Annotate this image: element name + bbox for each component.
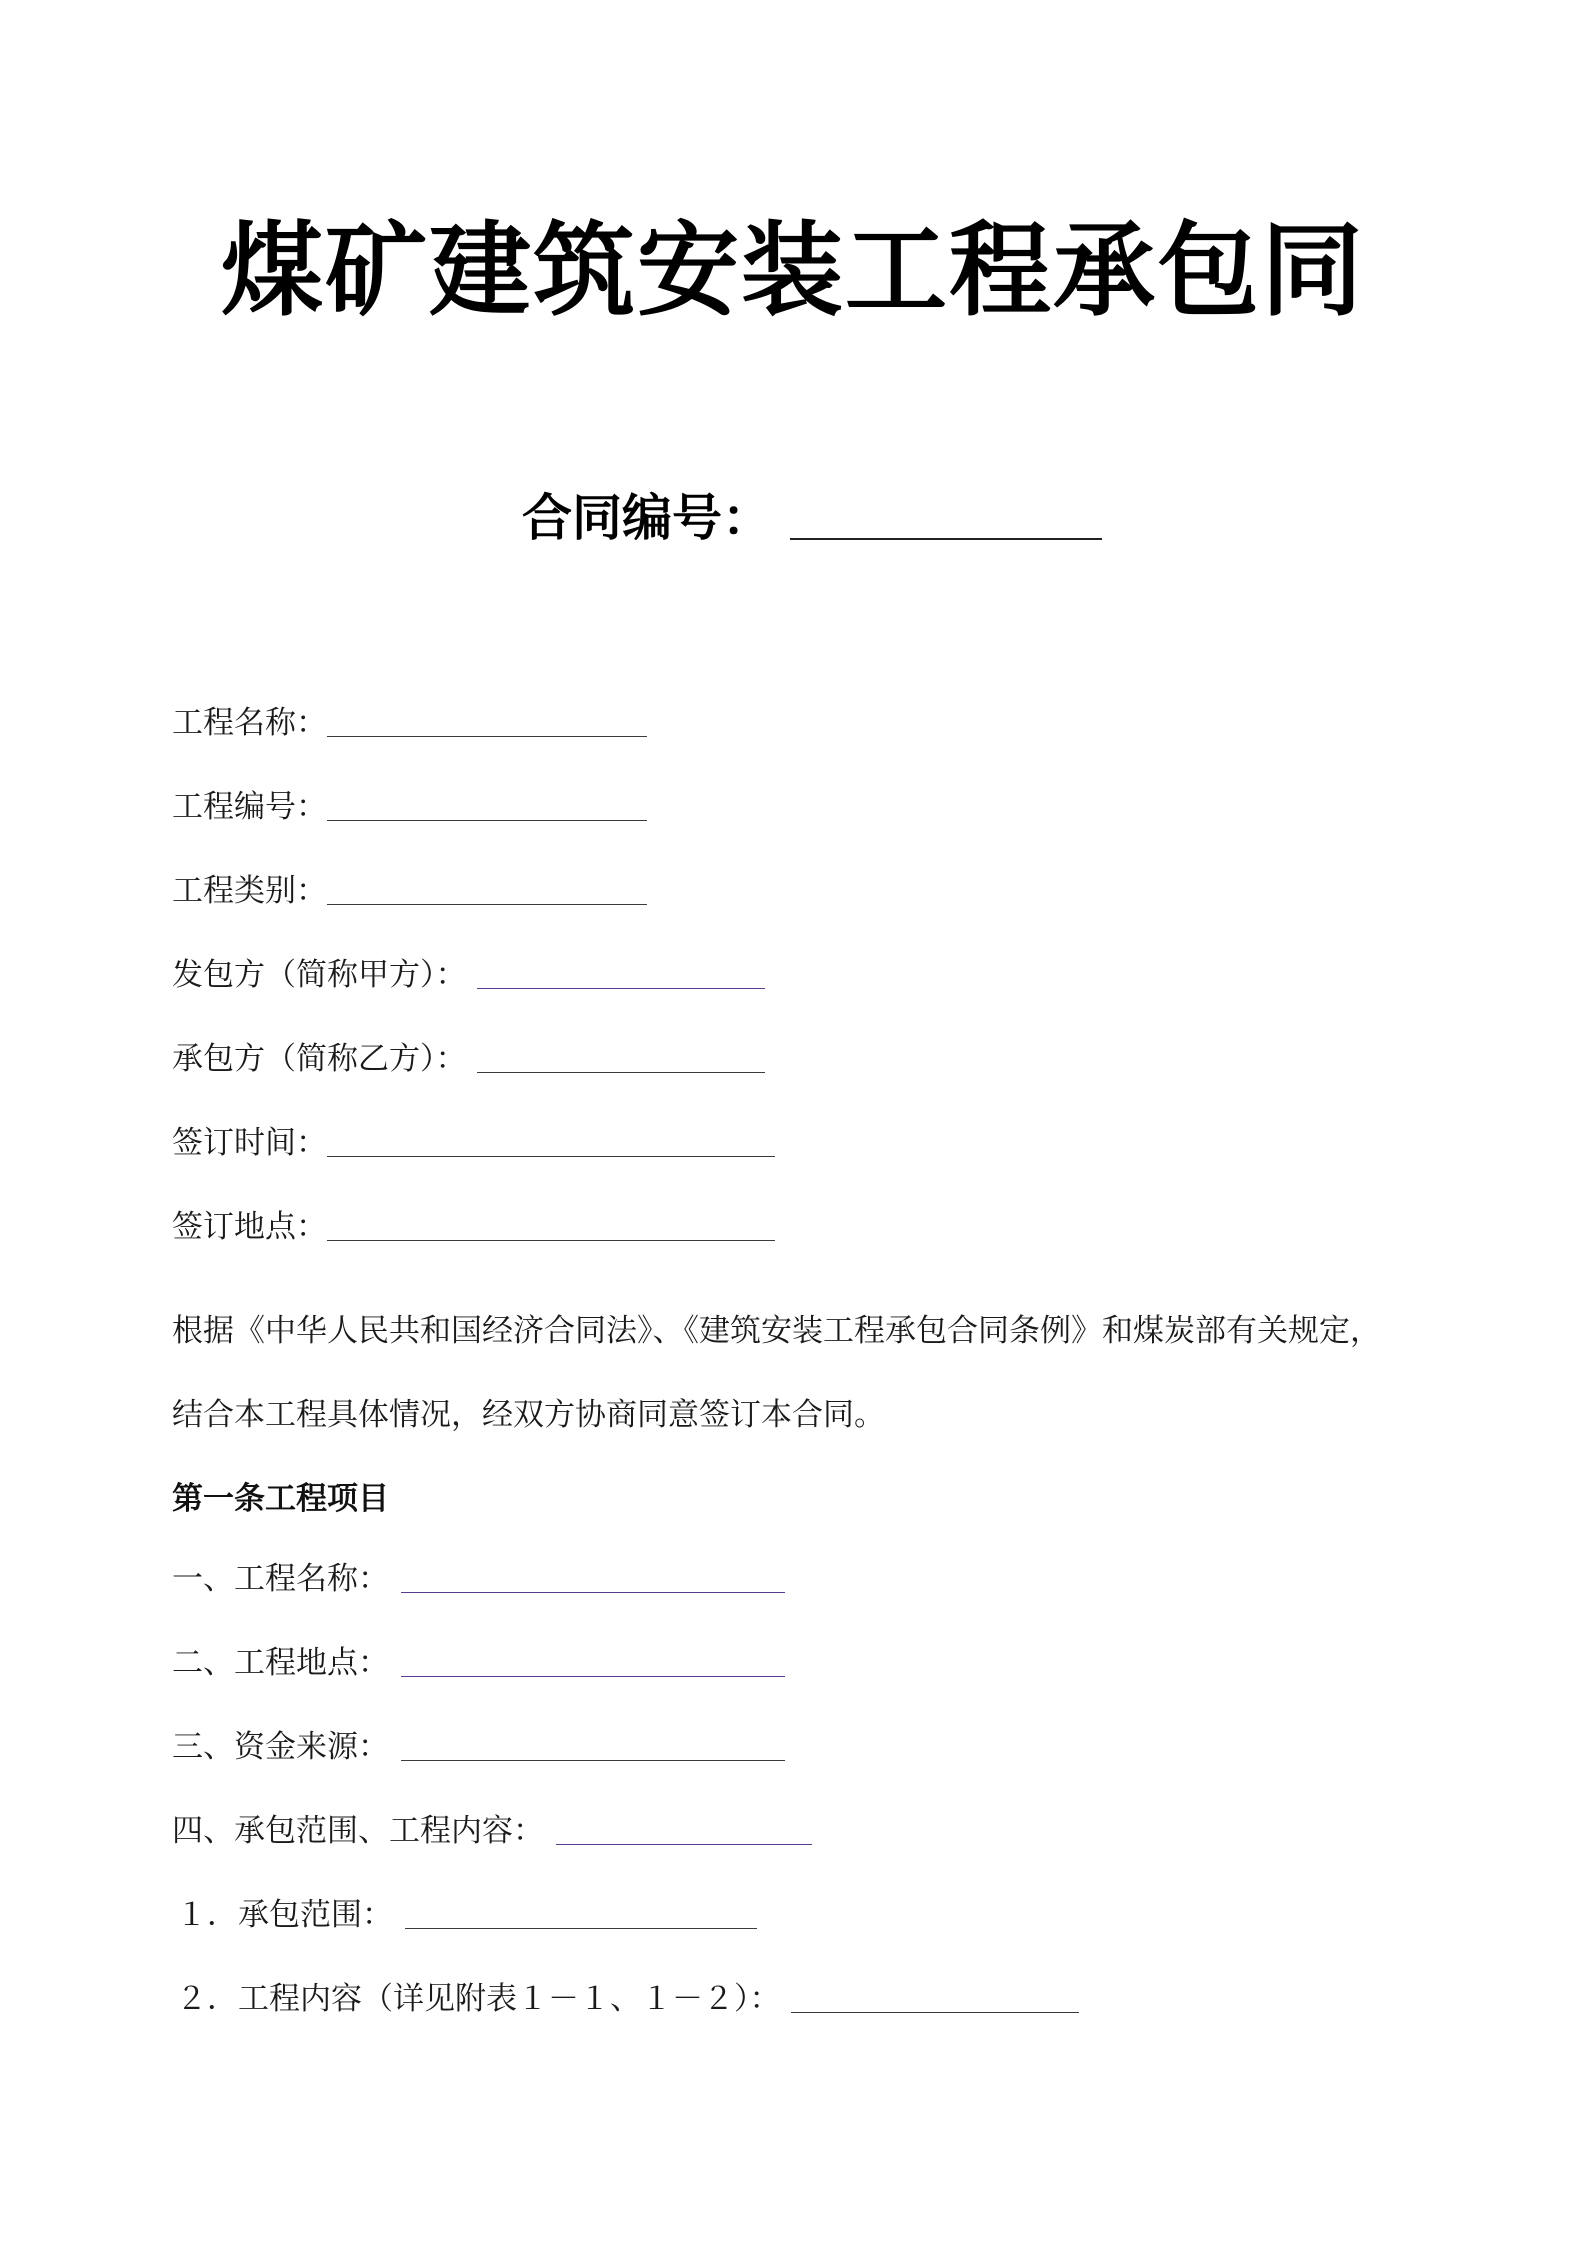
item-blank[interactable] <box>791 2012 1079 2013</box>
field-blank[interactable] <box>327 820 647 821</box>
field-party-b <box>172 1033 765 1079</box>
contract-number-label: 合同编号： <box>522 489 772 547</box>
document-title: 煤矿建筑安装工程承包同 <box>221 212 1365 331</box>
field-project-number <box>172 781 647 827</box>
field-label: 签订时间： <box>172 1125 327 1161</box>
article-1-item <box>172 1721 785 1767</box>
article-1-item <box>176 1973 1079 2019</box>
item-blank[interactable] <box>401 1676 785 1677</box>
field-blank[interactable] <box>327 1240 775 1241</box>
contract-number-blank[interactable] <box>790 538 1102 540</box>
field-signing-time <box>172 1117 775 1163</box>
field-blank[interactable] <box>327 1156 775 1157</box>
contract-number-line <box>522 478 1102 548</box>
field-label: 发包方（简称甲方）： <box>172 957 467 993</box>
item-label: ２．工程内容（详见附表１－１、１－２）： <box>176 1981 781 2017</box>
field-label: 签订地点： <box>172 1209 327 1245</box>
field-label: 工程编号： <box>172 789 327 825</box>
item-label: 二、工程地点： <box>172 1645 389 1681</box>
field-blank[interactable] <box>327 904 647 905</box>
field-label: 承包方（简称乙方）： <box>172 1041 467 1077</box>
article-1-heading: 第一条工程项目 <box>172 1481 389 1517</box>
field-signing-place <box>172 1201 775 1247</box>
field-party-a <box>172 949 765 995</box>
field-label: 工程名称： <box>172 705 327 741</box>
field-blank[interactable] <box>477 988 765 989</box>
field-project-category <box>172 865 647 911</box>
item-blank[interactable] <box>401 1760 785 1761</box>
item-label: 四、承包范围、工程内容： <box>172 1813 544 1849</box>
intro-line-2: 结合本工程具体情况，经双方协商同意签订本合同。 <box>172 1397 885 1433</box>
article-1-item <box>172 1637 785 1683</box>
item-label: １．承包范围： <box>176 1897 393 1933</box>
item-blank[interactable] <box>405 1928 757 1929</box>
item-blank[interactable] <box>401 1592 785 1593</box>
item-label: 一、工程名称： <box>172 1561 389 1597</box>
article-1-item <box>172 1553 785 1599</box>
intro-line-1: 根据《中华人民共和国经济合同法》、《建筑安装工程承包合同条例》和煤炭部有关规定， <box>172 1313 1381 1349</box>
item-blank[interactable] <box>556 1844 812 1845</box>
field-project-name <box>172 697 647 743</box>
field-blank[interactable] <box>327 736 647 737</box>
field-label: 工程类别： <box>172 873 327 909</box>
article-1-item <box>172 1805 812 1851</box>
article-1-item <box>176 1889 757 1935</box>
item-label: 三、资金来源： <box>172 1729 389 1765</box>
field-blank[interactable] <box>477 1072 765 1073</box>
